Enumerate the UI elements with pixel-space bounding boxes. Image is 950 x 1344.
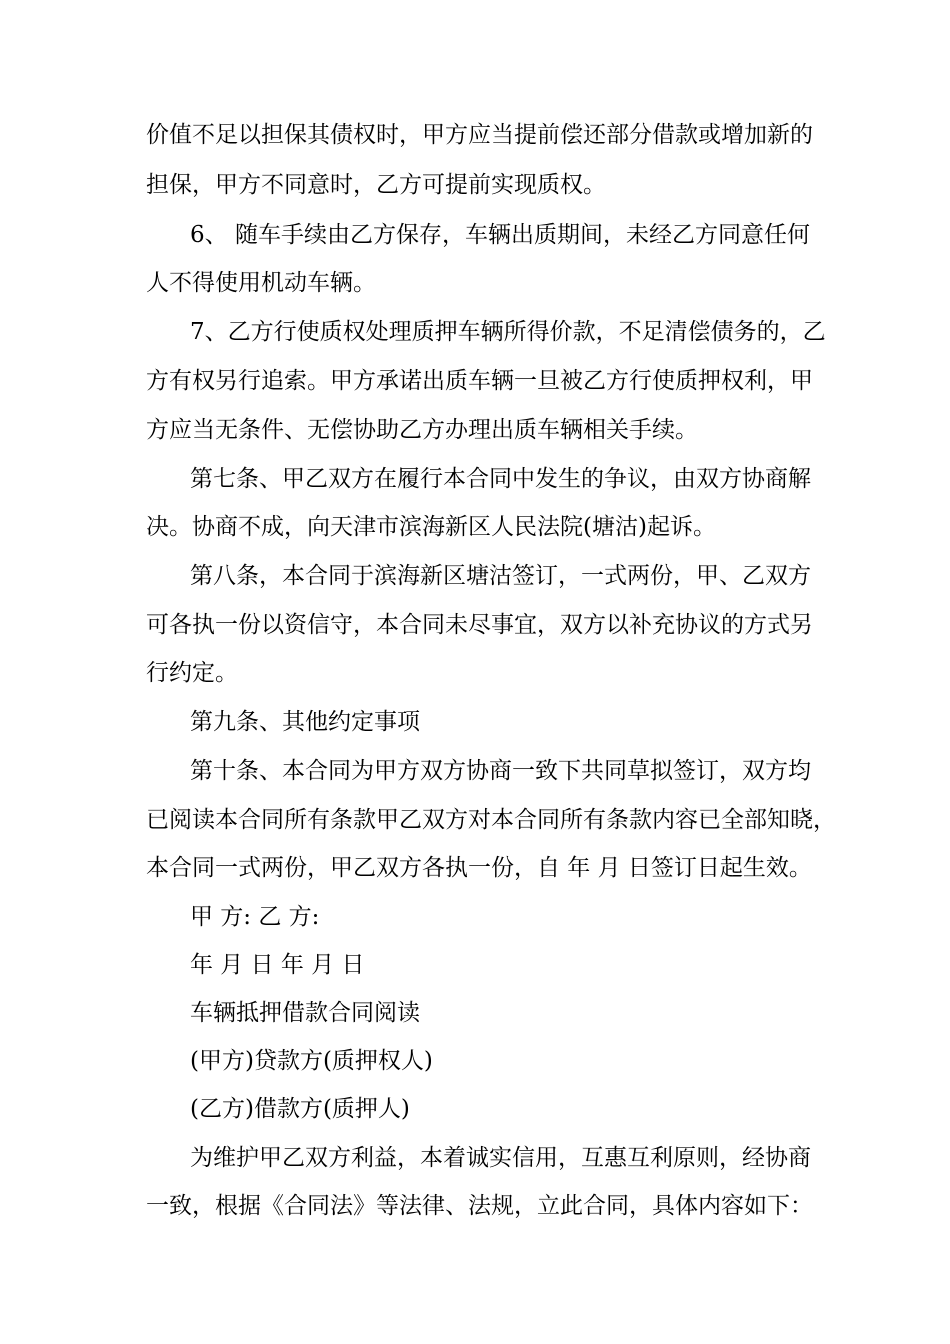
- text-line: 7、乙方行使质权处理质押车辆所得价款，不足清偿债务的，乙: [190, 319, 826, 345]
- text-line: 第八条，本合同于滨海新区塘沽签订，一式两份，甲、乙双方: [190, 563, 811, 589]
- text-line: 为维护甲乙双方利益，本着诚实信用，互惠互利原则，经协商: [190, 1145, 811, 1171]
- text-line: 已阅读本合同所有条款甲乙双方对本合同所有条款内容已全部知晓，: [146, 807, 836, 833]
- text-line: 第十条、本合同为甲方双方协商一致下共同草拟签订，双方均: [190, 758, 811, 784]
- signature-dates: 年 月 日 年 月 日: [190, 952, 365, 978]
- text-line: 第九条、其他约定事项: [190, 709, 420, 735]
- text-line: 方有权另行追索。甲方承诺出质车辆一旦被乙方行使质押权利，甲: [146, 368, 813, 394]
- text-line: 一致，根据《合同法》等法律、法规，立此合同，具体内容如下：: [146, 1193, 813, 1219]
- party-lender: (甲方)贷款方(质押权人): [190, 1048, 433, 1074]
- text-line: 担保，甲方不同意时，乙方可提前实现质权。: [146, 172, 606, 198]
- text-line: 人不得使用机动车辆。: [146, 270, 376, 296]
- text-line: 决。协商不成，向天津市滨海新区人民法院(塘沽)起诉。: [146, 514, 716, 540]
- text-line: 6、 随车手续由乙方保存，车辆出质期间，未经乙方同意任何: [190, 222, 810, 248]
- text-line: 第七条、甲乙双方在履行本合同中发生的争议，由双方协商解: [190, 466, 811, 492]
- signature-parties: 甲 方: 乙 方:: [190, 904, 320, 930]
- text-line: 方应当无条件、无偿协助乙方办理出质车辆相关手续。: [146, 417, 698, 443]
- text-line: 价值不足以担保其债权时，甲方应当提前偿还部分借款或增加新的: [146, 122, 813, 148]
- text-line: 本合同一式两份，甲乙双方各执一份，自 年 月 日签订日起生效。: [146, 855, 812, 881]
- section-title: 车辆抵押借款合同阅读: [190, 1000, 420, 1026]
- text-line: 行约定。: [146, 660, 238, 686]
- text-line: 可各执一份以资信守，本合同未尽事宜，双方以补充协议的方式另: [146, 612, 813, 638]
- party-borrower: (乙方)借款方(质押人): [190, 1096, 410, 1122]
